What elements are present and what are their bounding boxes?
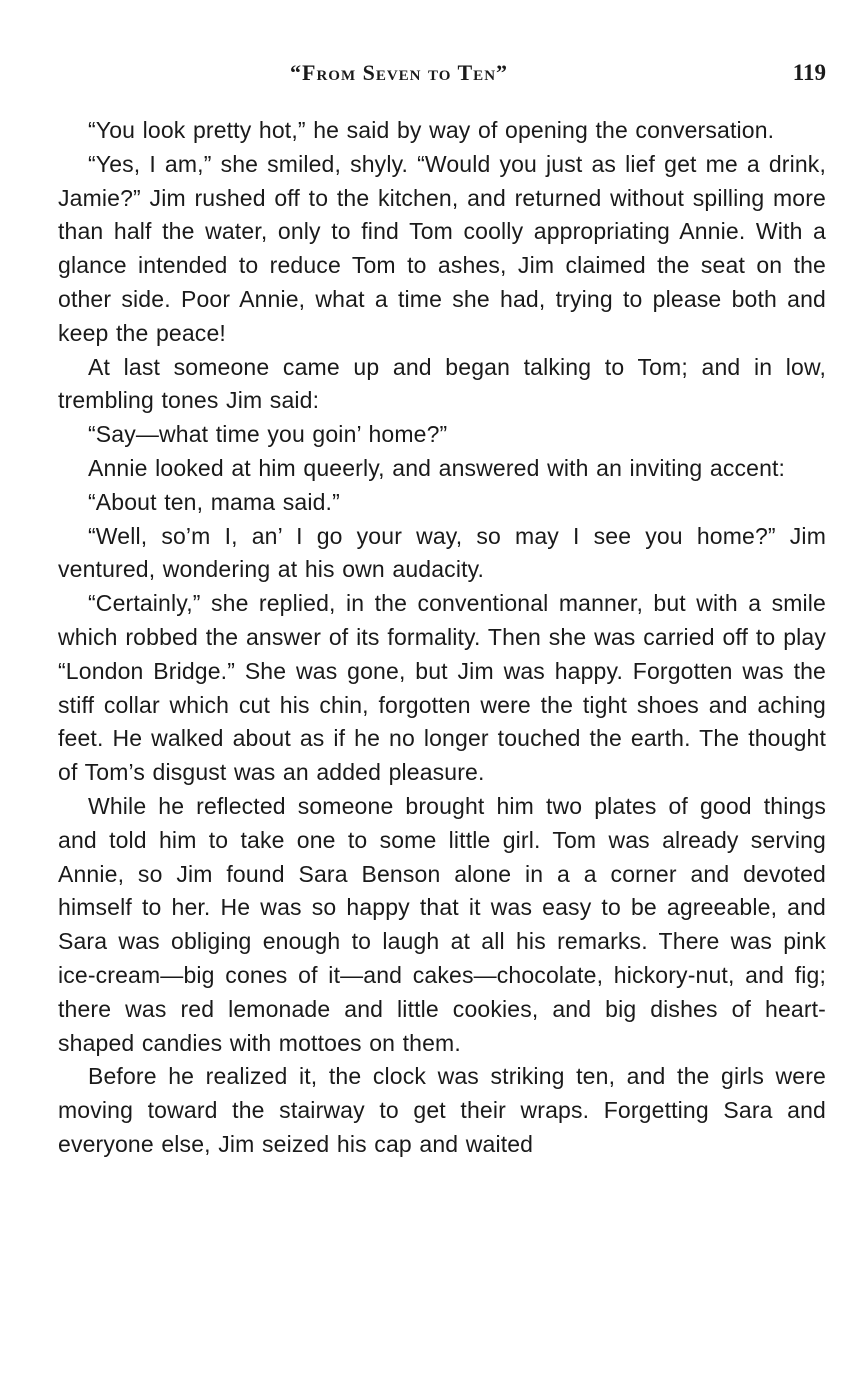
paragraph: At last someone came up and began talking to Tom; and in low, trembling tones Jim said: [58, 353, 826, 414]
paragraph: “Certainly,” she replied, in the conventional manner, but with a smile which robbed the answer of its formality. Then she was carried off to play “London Bridge.” She was gone, but Jim was happy. Forgotten was the stiff collar which cut his chin, forgotten were the tight shoes and aching feet. He walked about as if he no longer touched the earth. The thought of Tom’s disgust was an added pleasure. [58, 590, 826, 786]
paragraph: “About ten, mama said.” [88, 488, 340, 515]
body-text [58, 114, 826, 1344]
paragraph: “Well, so’m I, an’ I go your way, so may I see you home?” Jim ventured, wondering at his own audacity. [58, 522, 826, 583]
page-number: 119 [792, 60, 826, 85]
paragraph: While he reflected someone brought him two plates of good things and told him to take one to some little girl. Tom was already serving Annie, so Jim found Sara Benson alone in a a corner and devoted himself to her. He was so happy that it was easy to be agreeable, and Sara was obliging enough to laugh at all his remarks. There was pink ice-cream—big cones of it—and cakes—chocolate, hickory-nut, and fig; there was red lemonade and little cookies, and big dishes of heart-shaped candies with mottoes on them. [58, 792, 826, 1056]
running-title: “From Seven to Ten” [290, 60, 509, 85]
paragraph: “Yes, I am,” she smiled, shyly. “Would you just as lief get me a drink, Jamie?” Jim rushed off to the kitchen, and returned without spilling more than half the water, only to find Tom coolly appropriating Annie. With a glance intended to reduce Tom to ashes, Jim claimed the seat on the other side. Poor Annie, what a time she had, trying to please both and keep the peace! [58, 150, 826, 346]
paragraph: Before he realized it, the clock was striking ten, and the girls were moving toward the stairway to get their wraps. Forgetting Sara and everyone else, Jim seized his cap and waited [58, 1063, 826, 1157]
paragraph: “You look pretty hot,” he said by way of opening the conversation. [88, 117, 775, 143]
paragraph: Annie looked at him queerly, and answered with an inviting accent: [88, 454, 786, 481]
page-header [60, 60, 826, 94]
paragraph: “Say—what time you goin’ home?” [88, 421, 448, 448]
